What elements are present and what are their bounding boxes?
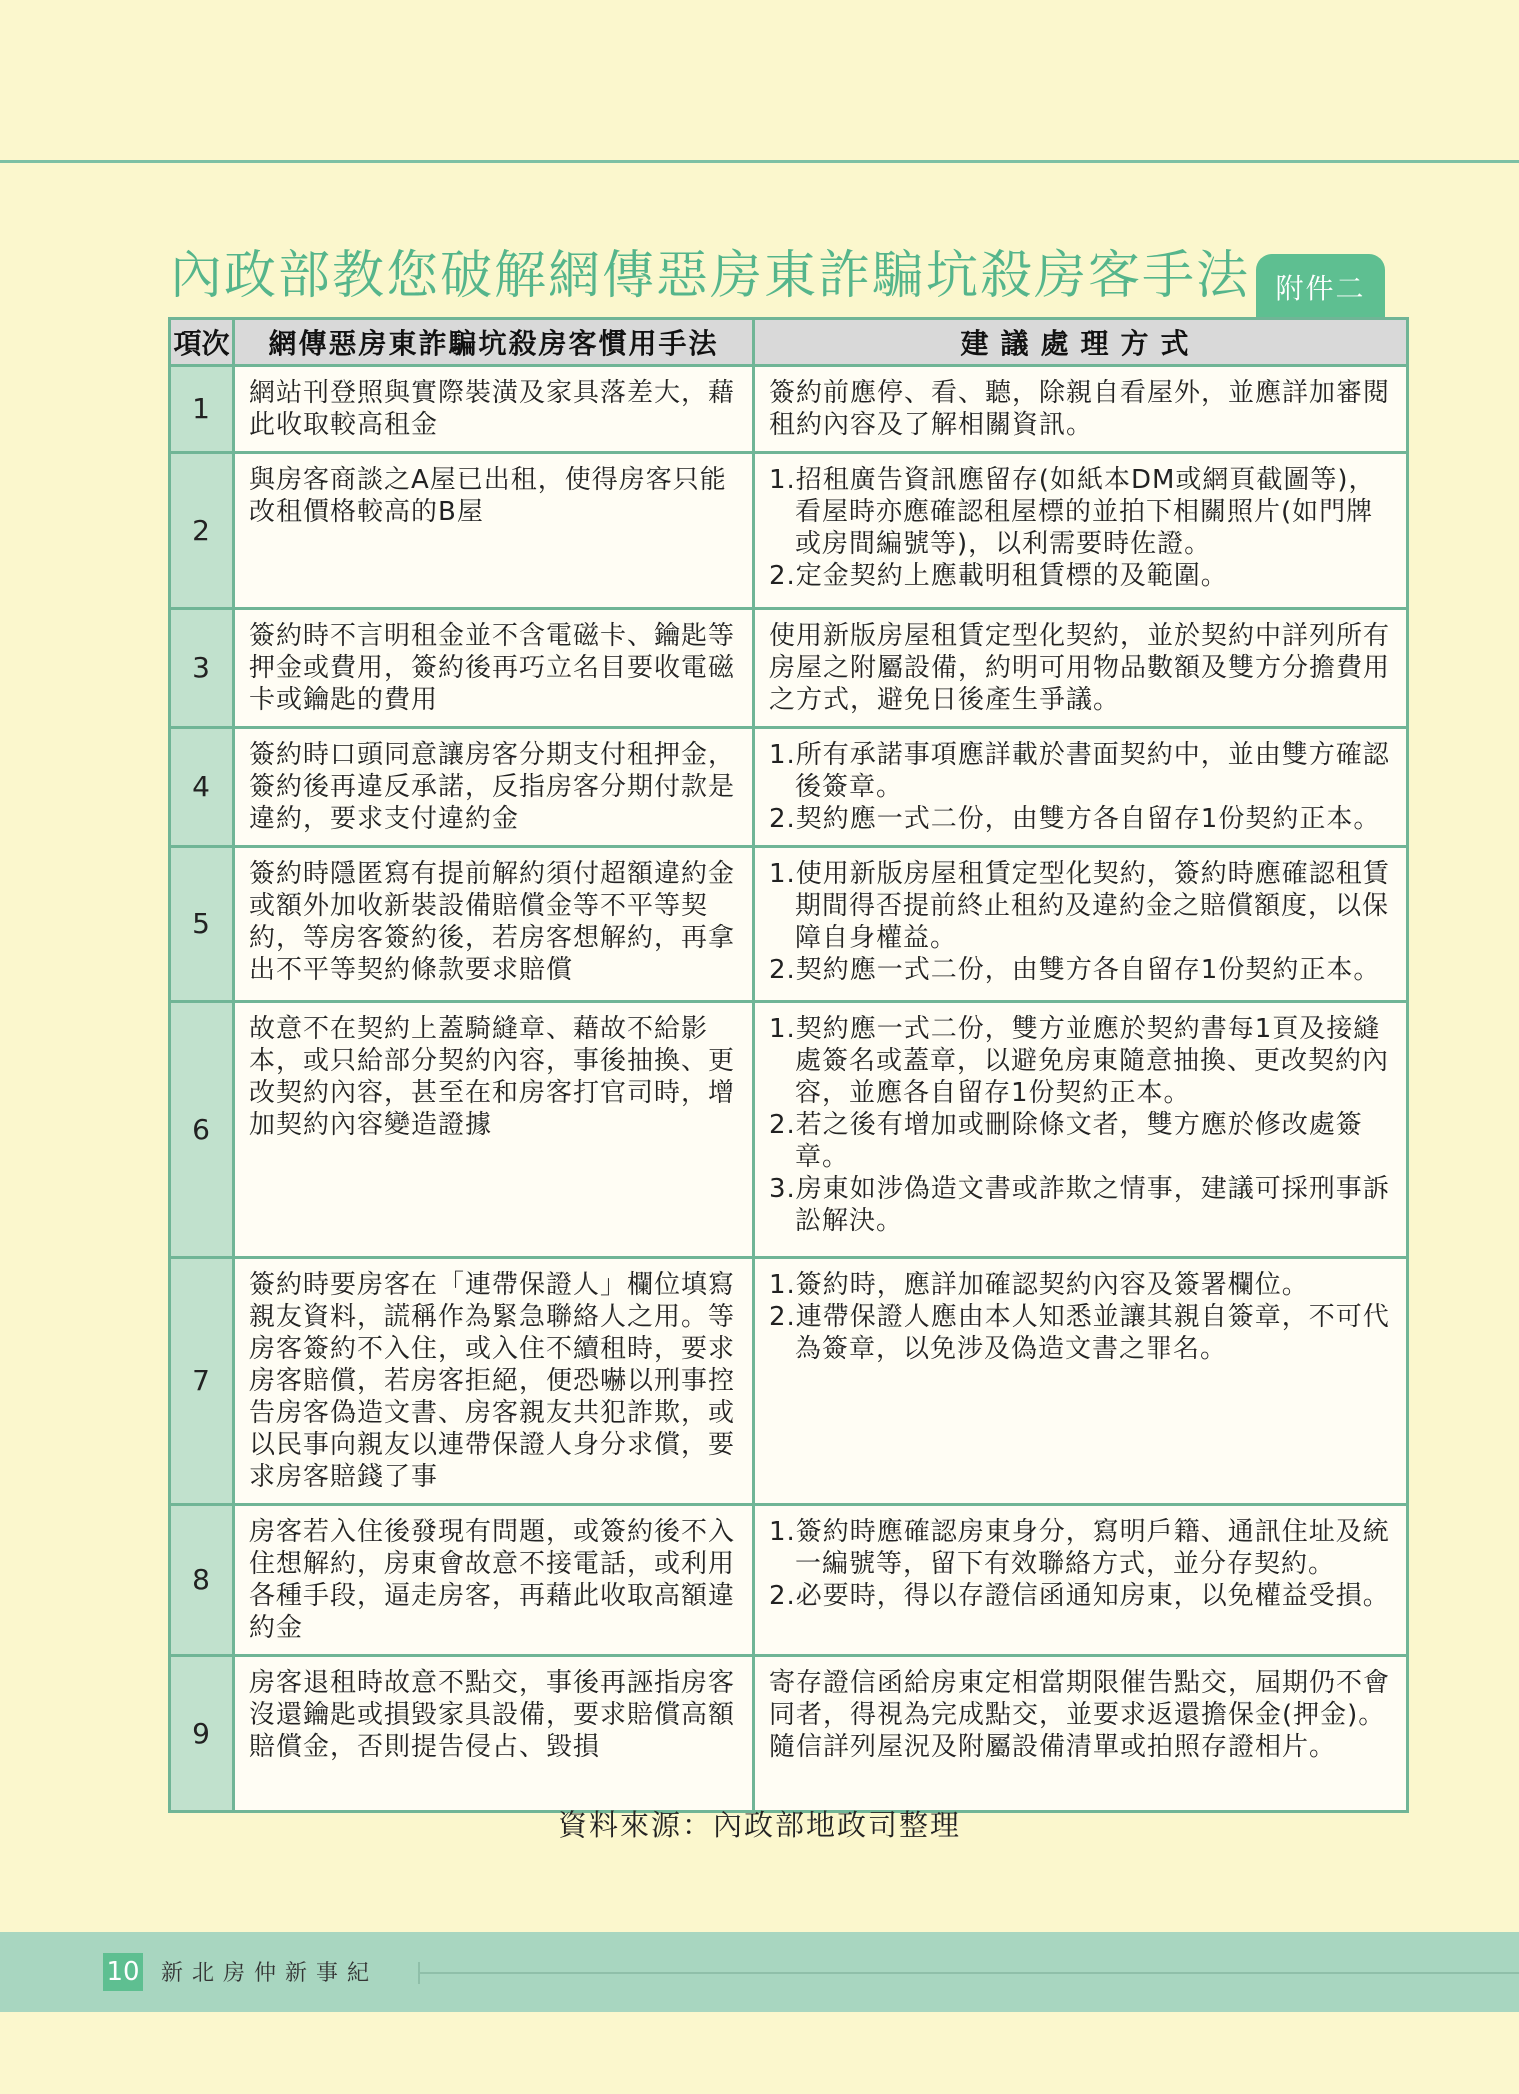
row-method: 簽約時隱匿寫有提前解約須付超額違約金或額外加收新裝設備賠償金等不平等契約，等房客簽約後，若房客想解約，再拿出不平等契約條款要求賠償 [234, 847, 754, 1002]
header-method: 網傳惡房東詐騙坑殺房客慣用手法 [234, 319, 754, 366]
advice-item: 2.定金契約上應載明租賃標的及範圍。 [769, 561, 1228, 591]
advice-item: 2.連帶保證人應由本人知悉並讓其親自簽章，不可代為簽章，以免涉及偽造文書之罪名。 [769, 1302, 1390, 1364]
advice-item: 1.招租廣告資訊應留存(如紙本DM或網頁截圖等)，看屋時亦應確認租屋標的並拍下相關照片(如門牌或房間編號等)，以利需要時佐證。 [769, 465, 1376, 559]
row-method: 網站刊登照與實際裝潢及家具落差大，藉此收取較高租金 [234, 366, 754, 453]
row-method: 與房客商談之A屋已出租，使得房客只能改租價格較高的B屋 [234, 453, 754, 609]
header-num: 項次 [170, 319, 234, 366]
row-advice [754, 847, 1408, 1002]
row-method: 簽約時口頭同意讓房客分期支付租押金，簽約後再違反承諾，反指房客分期付款是違約，要求支付違約金 [234, 728, 754, 847]
advice-item: 1.所有承諾事項應詳載於書面契約中，並由雙方確認後簽章。 [769, 740, 1390, 802]
table-row [170, 609, 1408, 728]
footer-rule [418, 1972, 1519, 1974]
source-note: 資料來源：內政部地政司整理 [557, 1808, 961, 1842]
table-header-row [170, 319, 1408, 366]
row-method: 房客若入住後發現有問題，或簽約後不入住想解約，房東會故意不接電話，或利用各種手段，逼走房客，再藉此收取高額違約金 [234, 1505, 754, 1656]
row-method: 簽約時不言明租金並不含電磁卡、鑰匙等押金或費用，簽約後再巧立名目要收電磁卡或鑰匙的費用 [234, 609, 754, 728]
magazine-name: 新北房仲新事紀 [161, 1961, 379, 1986]
top-divider [0, 160, 1519, 163]
row-method: 故意不在契約上蓋騎縫章、藉故不給影本，或只給部分契約內容，事後抽換、更改契約內容，甚至在和房客打官司時，增加契約內容變造證據 [234, 1002, 754, 1258]
row-advice [754, 1002, 1408, 1258]
row-advice [754, 728, 1408, 847]
row-number: 4 [170, 728, 234, 847]
row-number: 5 [170, 847, 234, 1002]
row-number: 3 [170, 609, 234, 728]
row-method: 簽約時要房客在「連帶保證人」欄位填寫親友資料，謊稱作為緊急聯絡人之用。等房客簽約不入住，或入住不續租時，要求房客賠償，若房客拒絕，便恐嚇以刑事控告房客偽造文書、房客親友共犯詐欺，或以民事向親友以連帶保證人身分求償，要求房客賠錢了事 [234, 1258, 754, 1505]
advice-item: 3.房東如涉偽造文書或詐欺之情事，建議可採刑事訴訟解決。 [769, 1174, 1390, 1236]
row-advice [754, 1656, 1408, 1812]
table-row [170, 453, 1408, 609]
advice-item: 2.契約應一式二份，由雙方各自留存1份契約正本。 [769, 804, 1381, 834]
page-number: 10 [103, 1953, 143, 1991]
row-number: 9 [170, 1656, 234, 1812]
advice-item: 1.簽約時應確認房東身分，寫明戶籍、通訊住址及統一編號等，留下有效聯絡方式，並分存契約。 [769, 1517, 1390, 1579]
row-advice [754, 1505, 1408, 1656]
row-advice [754, 366, 1408, 453]
table-row [170, 366, 1408, 453]
advice-item: 1.簽約時，應詳加確認契約內容及簽署欄位。 [769, 1270, 1309, 1300]
table-row [170, 1002, 1408, 1258]
table-row [170, 1258, 1408, 1505]
row-advice [754, 1258, 1408, 1505]
row-number: 8 [170, 1505, 234, 1656]
header-advice: 建議處理方式 [754, 319, 1408, 366]
row-number: 1 [170, 366, 234, 453]
table-row [170, 728, 1408, 847]
advice-item: 寄存證信函給房東定相當期限催告點交，屆期仍不會同者，得視為完成點交，並要求返還擔保金(押金)。隨信詳列屋況及附屬設備清單或拍照存證相片。 [769, 1668, 1391, 1762]
advice-item: 1.契約應一式二份，雙方並應於契約書每1頁及接縫處簽名或蓋章，以避免房東隨意抽換、更改契約內容，並應各自留存1份契約正本。 [769, 1014, 1390, 1108]
advice-item: 1.使用新版房屋租賃定型化契約，簽約時應確認租賃期間得否提前終止租約及違約金之賠償額度，以保障自身權益。 [769, 859, 1390, 953]
row-number: 7 [170, 1258, 234, 1505]
tips-table [168, 317, 1409, 1813]
advice-item: 2.契約應一式二份，由雙方各自留存1份契約正本。 [769, 955, 1381, 985]
table-row [170, 847, 1408, 1002]
row-advice [754, 453, 1408, 609]
row-number: 6 [170, 1002, 234, 1258]
advice-item: 使用新版房屋租賃定型化契約，並於契約中詳列所有房屋之附屬設備，約明可用物品數額及雙方分擔費用之方式，避免日後產生爭議。 [769, 621, 1391, 715]
row-number: 2 [170, 453, 234, 609]
row-advice [754, 609, 1408, 728]
advice-item: 簽約前應停、看、聽，除親自看屋外，並應詳加審閱租約內容及了解相關資訊。 [769, 378, 1391, 440]
table-body [170, 366, 1408, 1812]
table-row [170, 1656, 1408, 1812]
table-row [170, 1505, 1408, 1656]
row-method: 房客退租時故意不點交，事後再誣指房客沒還鑰匙或損毀家具設備，要求賠償高額賠償金，否則提告侵占、毀損 [234, 1656, 754, 1812]
advice-item: 2.必要時，得以存證信函通知房東，以免權益受損。 [769, 1581, 1390, 1611]
advice-item: 2.若之後有增加或刪除條文者，雙方應於修改處簽章。 [769, 1110, 1363, 1172]
page-title: 內政部教您破解網傳惡房東詐騙坑殺房客手法 [170, 246, 1251, 306]
attachment-badge: 附件二 [1256, 254, 1385, 320]
